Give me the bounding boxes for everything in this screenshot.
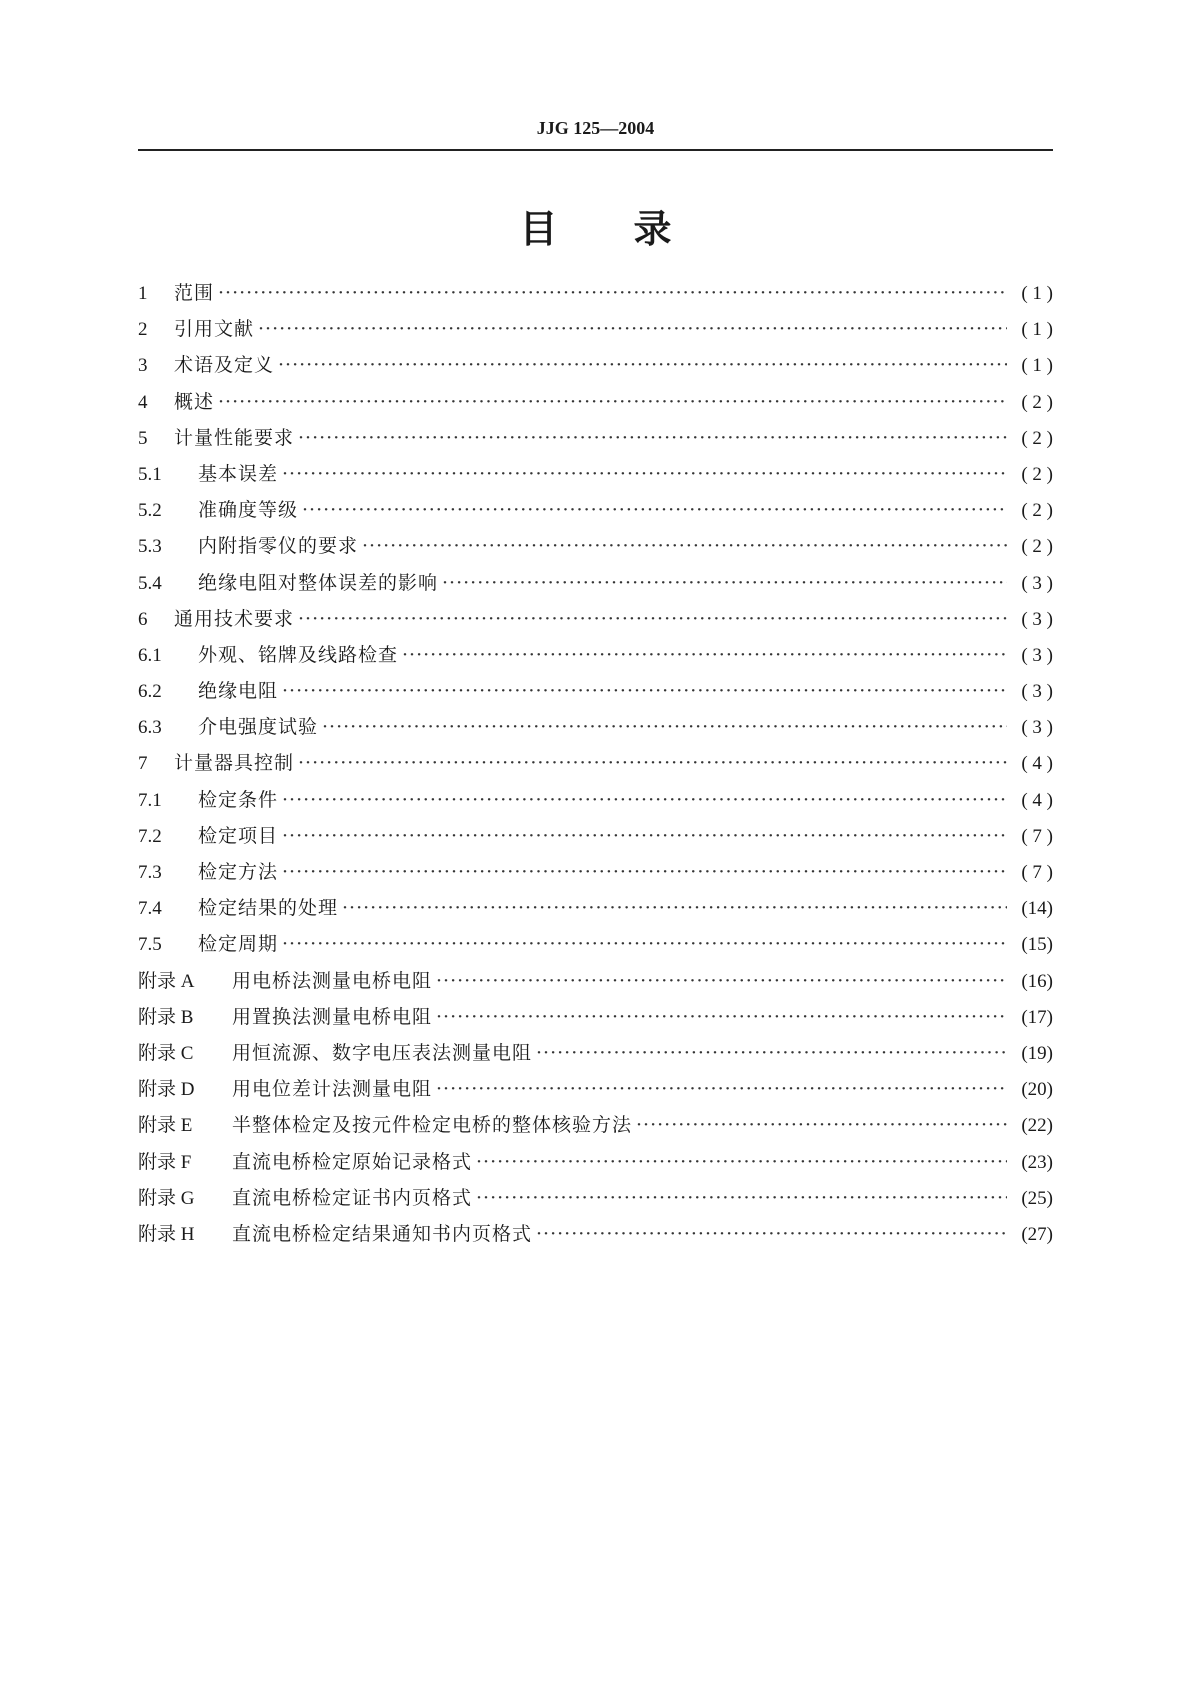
toc-entry-number: 6.3 [138,717,162,739]
dot-leader [436,1074,1007,1104]
toc-entry-number: 7.4 [138,898,162,920]
dot-leader [282,821,1007,851]
toc-entry-page: (20) [1021,1079,1053,1101]
dot-leader [282,929,1007,959]
toc-entry-number: 附录 F [138,1151,192,1173]
toc-entry-title: 用电桥法测量电桥电阻 [232,969,433,992]
toc-entry-title: 概述 [174,390,215,413]
document-code-header: JJG 125—2004 [536,118,655,138]
toc-entry-title: 检定结果的处理 [198,897,339,920]
toc-entry-page: ( 2 ) [1021,391,1053,413]
toc-entry-title: 引用文献 [174,318,255,341]
toc-entry-page: (16) [1021,970,1053,992]
toc-entry-page: ( 7 ) [1021,825,1053,847]
toc-entry-page: ( 7 ) [1021,862,1053,883]
toc-entry-title: 半整体检定及按元件检定电桥的整体核验方法 [232,1114,633,1137]
toc-entry-title: 外观、铭牌及线路检查 [198,643,399,666]
toc-entry-number: 5 [138,427,148,449]
dot-leader [218,278,1007,308]
toc-entry-title: 准确度等级 [198,499,299,522]
toc-entry[interactable] [138,387,1053,423]
toc-entry-number: 附录 A [138,970,195,992]
dot-leader [636,1110,1007,1140]
toc-entry-title: 范围 [174,282,215,304]
toc-entry-number: 5.3 [138,536,162,558]
header-rule [138,149,1053,151]
toc-entry[interactable] [138,423,1053,459]
toc-entry-number: 5.2 [138,500,162,522]
toc-entry-number: 附录 H [138,1223,195,1245]
toc-entry[interactable] [138,785,1053,821]
dot-leader [442,568,1007,598]
dot-leader [282,676,1007,706]
toc-entry[interactable] [138,857,1053,893]
toc-entry-title: 介电强度试验 [198,716,319,739]
toc-entry-title: 直流电桥检定证书内页格式 [232,1186,473,1209]
toc-entry[interactable] [138,966,1053,1002]
toc-entry[interactable] [138,1183,1053,1219]
table-of-contents [138,278,1053,1255]
toc-entry-number: 6.2 [138,681,162,703]
dot-leader [298,604,1007,634]
toc-entry-title: 直流电桥检定结果通知书内页格式 [232,1222,533,1245]
toc-entry-number: 附录 C [138,1042,194,1064]
toc-entry-number: 6.1 [138,644,162,666]
toc-entry-page: ( 2 ) [1021,536,1053,558]
toc-entry[interactable] [138,1110,1053,1146]
toc-entry-page: ( 3 ) [1021,681,1053,703]
toc-entry-page: ( 4 ) [1021,789,1053,811]
toc-entry-number: 5.4 [138,572,162,594]
toc-entry[interactable] [138,821,1053,857]
toc-entry-number: 附录 G [138,1187,195,1209]
toc-entry-title: 绝缘电阻 [198,680,279,703]
toc-entry-page: (19) [1021,1042,1053,1064]
toc-entry-title: 检定条件 [198,788,279,811]
toc-entry-number: 5.1 [138,463,162,485]
dot-leader [282,785,1007,815]
dot-leader [362,531,1007,561]
toc-entry[interactable] [138,640,1053,676]
toc-entry-title: 计量器具控制 [174,752,295,775]
toc-entry-title: 内附指零仪的要求 [198,535,359,558]
toc-entry[interactable] [138,531,1053,567]
toc-entry[interactable] [138,1038,1053,1074]
toc-entry-page: (23) [1021,1151,1053,1173]
toc-entry-number: 7 [138,753,148,775]
toc-entry-page: ( 2 ) [1021,463,1053,485]
dot-leader [476,1183,1007,1213]
toc-entry[interactable] [138,748,1053,784]
toc-entry[interactable] [138,1074,1053,1110]
toc-entry-number: 7.3 [138,862,162,883]
toc-entry-page: ( 2 ) [1021,427,1053,449]
toc-entry[interactable] [138,459,1053,495]
toc-entry-title: 检定周期 [198,933,279,956]
toc-entry-page: ( 3 ) [1021,644,1053,666]
toc-entry-page: (15) [1021,934,1053,956]
toc-entry-number: 附录 D [138,1079,195,1101]
toc-entry-page: ( 3 ) [1021,572,1053,594]
dot-leader [278,350,1007,380]
dot-leader [218,387,1007,417]
dot-leader [402,640,1007,670]
toc-entry-title: 绝缘电阻对整体误差的影响 [198,571,439,594]
toc-entry-page: ( 2 ) [1021,500,1053,522]
toc-entry-page: ( 3 ) [1021,608,1053,630]
toc-entry-page: (22) [1021,1115,1053,1137]
toc-entry-number: 2 [138,319,148,341]
toc-entry-title: 计量性能要求 [174,426,295,449]
toc-entry[interactable] [138,495,1053,531]
toc-entry[interactable] [138,350,1053,386]
toc-entry-page: ( 1 ) [1021,319,1053,341]
toc-entry[interactable] [138,1002,1053,1038]
toc-entry[interactable] [138,676,1053,712]
toc-entry[interactable] [138,278,1053,314]
toc-entry-number: 附录 E [138,1115,193,1137]
dot-leader [282,459,1007,489]
toc-entry-title: 通用技术要求 [174,607,295,630]
toc-entry-page: ( 4 ) [1021,753,1053,775]
toc-entry-title: 用恒流源、数字电压表法测量电阻 [232,1041,533,1064]
dot-leader [342,893,1007,923]
toc-entry-page: ( 3 ) [1021,717,1053,739]
dot-leader [536,1219,1007,1249]
toc-entry-number: 3 [138,355,148,377]
toc-entry-title: 检定项目 [198,824,279,847]
toc-entry-number: 7.1 [138,789,162,811]
toc-entry-page: ( 1 ) [1021,355,1053,377]
toc-entry-page: (25) [1021,1187,1053,1209]
dot-leader [302,495,1007,525]
dot-leader [282,857,1007,887]
toc-entry-number: 附录 B [138,1006,194,1028]
toc-entry[interactable] [138,568,1053,604]
toc-entry-title: 用置换法测量电桥电阻 [232,1005,433,1028]
toc-entry[interactable] [138,712,1053,748]
dot-leader [298,423,1007,453]
toc-entry-number: 6 [138,608,148,630]
toc-entry[interactable] [138,893,1053,929]
toc-entry-title: 基本误差 [198,462,279,485]
page-title: 目录 [519,207,748,251]
toc-entry-number: 7.2 [138,825,162,847]
toc-entry[interactable] [138,1219,1053,1255]
toc-entry[interactable] [138,314,1053,350]
dot-leader [476,1147,1007,1177]
dot-leader [436,966,1007,996]
toc-entry-page: (27) [1021,1223,1053,1245]
toc-entry[interactable] [138,1147,1053,1183]
toc-entry-title: 检定方法 [198,861,279,883]
toc-entry-number: 1 [138,283,148,304]
dot-leader [322,712,1007,742]
toc-entry-title: 直流电桥检定原始记录格式 [232,1150,473,1173]
toc-entry-number: 7.5 [138,934,162,956]
toc-entry-page: (14) [1021,898,1053,920]
toc-entry-page: ( 1 ) [1021,283,1053,304]
dot-leader [298,748,1007,778]
toc-entry[interactable] [138,604,1053,640]
toc-entry[interactable] [138,929,1053,965]
toc-entry-page: (17) [1021,1006,1053,1028]
dot-leader [258,314,1007,344]
toc-entry-number: 4 [138,391,148,413]
dot-leader [436,1002,1007,1032]
toc-entry-title: 用电位差计法测量电阻 [232,1078,433,1101]
dot-leader [536,1038,1007,1068]
toc-entry-title: 术语及定义 [174,354,275,377]
